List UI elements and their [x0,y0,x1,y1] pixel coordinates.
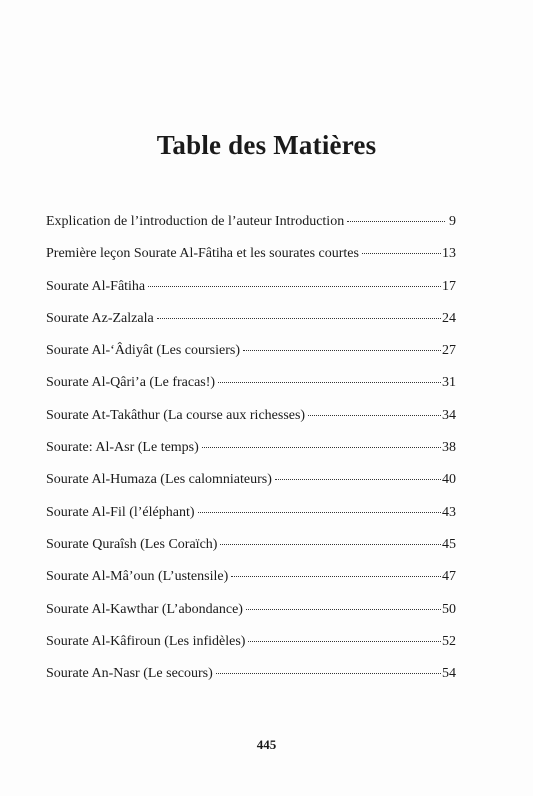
dot-leader [308,415,441,416]
toc-entry-page: 24 [442,310,456,326]
table-of-contents [46,214,456,698]
toc-entry [46,569,456,601]
dot-leader [216,673,441,674]
toc-entry-page: 9 [449,214,456,229]
toc-entry-title: Sourate: Al-Asr (Le temps) [46,440,199,456]
toc-entry [46,408,456,440]
toc-entry-page: 38 [442,440,456,456]
toc-entry-page: 31 [442,375,456,391]
toc-entry-page: 40 [442,472,456,488]
toc-entry [46,537,456,569]
page-number: 445 [256,737,277,752]
toc-entry [46,214,456,246]
toc-entry-title: Sourate Al-Humaza (Les calomniateurs) [46,472,272,488]
dot-leader [246,609,441,610]
toc-entry-page: 54 [442,666,456,682]
dot-leader [198,512,441,513]
page-title: Table des Matières [156,130,377,160]
dot-leader [157,318,441,319]
dot-leader [148,286,441,287]
toc-entry [46,472,456,504]
toc-entry [46,279,456,311]
toc-entry [46,246,456,278]
toc-entry-title: Explication de l’introduction de l’auteur Introduction [46,214,345,229]
toc-entry-title: Sourate Al-‘Âdiyât (Les coursiers) [46,343,240,359]
toc-entry [46,311,456,343]
toc-entry-page: 50 [442,601,456,617]
toc-entry [46,440,456,472]
toc-entry [46,634,456,666]
toc-entry-title: Sourate Al-Fâtiha [46,278,146,294]
toc-entry [46,666,456,698]
toc-entry-page: 47 [442,569,456,585]
toc-entry-title: Sourate Quraîsh (Les Coraïch) [46,536,218,552]
toc-entry-page: 52 [442,633,456,649]
toc-entry-page: 45 [442,536,456,552]
toc-entry-title: Sourate At-Takâthur (La course aux richesses) [46,407,306,423]
toc-entry-page: 27 [442,343,456,359]
toc-entry-title: Sourate Al-Kawthar (L’abondance) [46,601,243,617]
toc-entry-title: Sourate An-Nasr (Le secours) [46,666,213,682]
toc-entry-title: Sourate Al-Mâ’oun (L’ustensile) [46,569,229,585]
dot-leader [347,221,445,222]
toc-entry-page: 17 [442,278,456,294]
toc-entry-page: 43 [442,504,456,520]
toc-entry [46,343,456,375]
dot-leader [218,382,441,383]
toc-entry [46,505,456,537]
toc-entry-page: 13 [442,246,456,262]
dot-leader [362,253,441,254]
toc-entry-title: Sourate Al-Fil (l’éléphant) [46,504,195,520]
toc-entry [46,375,456,407]
dot-leader [220,544,441,545]
toc-entry-title: Sourate Az-Zalzala [46,310,154,326]
dot-leader [202,447,441,448]
toc-entry-title: Sourate Al-Qâri’a (Le fracas!) [46,375,216,391]
dot-leader [231,576,441,577]
toc-entry-title: Première leçon Sourate Al-Fâtiha et les sourates courtes [46,246,359,262]
toc-entry-page: 34 [442,407,456,423]
toc-entry-title: Sourate Al-Kâfiroun (Les infidèles) [46,633,246,649]
dot-leader [243,350,441,351]
dot-leader [275,479,441,480]
toc-entry [46,602,456,634]
dot-leader [248,641,441,642]
